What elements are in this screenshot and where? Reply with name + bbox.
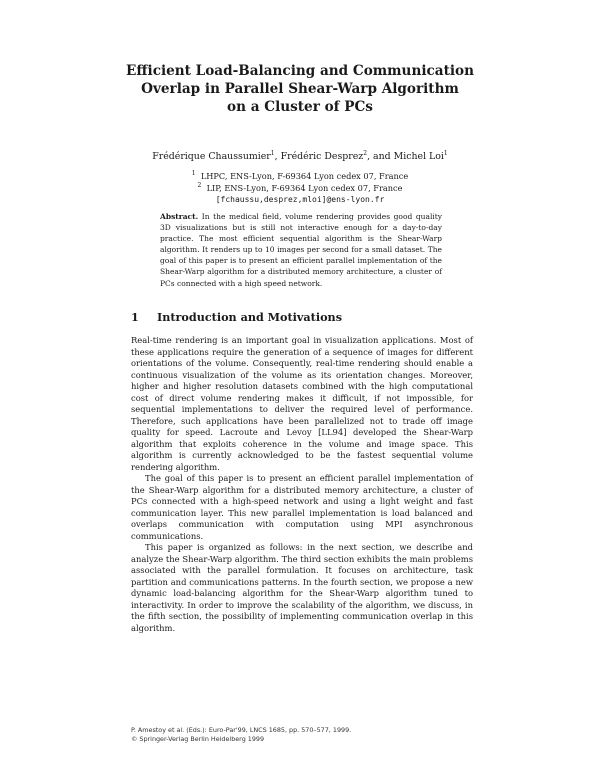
- section-title: Introduction and Motivations: [157, 310, 342, 324]
- affil-mark: 2: [197, 182, 202, 189]
- author-separator: , and: [367, 151, 394, 162]
- title-line: on a Cluster of PCs: [227, 99, 373, 115]
- citation-line: P. Amestoy et al. (Eds.): Euro-Par'99, LNCS 1685, pp. 570–577, 1999.: [131, 726, 352, 734]
- author-affil-mark: 1: [270, 150, 275, 157]
- author-affil-mark: 2: [363, 150, 368, 157]
- paragraph: This paper is organized as follows: in the next section, we describe and analyze the Shear-Warp algorithm. The third section exhibits the main problems associated with the parallel formulation. It focuses on architecture, task partition and communications patterns. In the fourth section, we propose a new dynamic load-balancing algorithm for the Shear-Warp algorithm tuned to interactivity. In order to improve the scalability of the algorithm, we discuss, in the fifth section, the possibility of implementing communication overlap in this algorithm.: [131, 542, 473, 633]
- section-number: 1: [131, 310, 139, 324]
- affiliation-text: LHPC, ENS-Lyon, F-69364 Lyon cedex 07, France: [200, 171, 409, 181]
- title-line: Efficient Load-Balancing and Communication: [126, 63, 474, 79]
- affiliations: [60, 170, 540, 206]
- abstract-label: Abstract.: [160, 212, 199, 221]
- publication-footnote: [131, 726, 351, 743]
- abstract-text: In the medical field, volume rendering provides good quality 3D visualizations but is still not interactive enough for a day-to-day practice. The most efficient sequential algorithm is the Shear-Warp algorithm. It renders up to 10 images per second for a small dataset. The goal of this paper is to present an efficient parallel implementation of the Shear-Warp algorithm for a distributed memory architecture, a cluster of PCs connected with a high speed network.: [160, 212, 442, 288]
- paragraph: Real-time rendering is an important goal in visualization applications. Most of these applications require the generation of a sequence of images for different orientations of the volume. Consequently, real-time rendering should enable a continuous visualization of the volume as its orientation changes. Moreover, higher and higher resolution datasets combined with the high computational cost of direct volume rendering makes it difficult, if not impossible, for sequential implementations to deliver the required level of performance. Therefore, such applications have been parallelized not to trade off image quality for speed. Lacroute and Levoy [LL94] developed the Shear-Warp algorithm that exploits coherence in the volume and image space. This algorithm is currently acknowledged to be the fastest sequential volume rendering algorithm.: [131, 335, 473, 472]
- section-heading: [131, 310, 342, 324]
- affiliation-line: [60, 182, 540, 194]
- paragraph: The goal of this paper is to present an efficient parallel implementation of the Shear-Warp algorithm for a distributed memory architecture, a cluster of PCs connected with a high-speed network and using a light weight and fast communication layer. This new parallel implementation is load balanced and overlaps communication with computation using MPI asynchronous communications.: [131, 473, 473, 541]
- author-separator: ,: [274, 151, 281, 162]
- affiliation-line: [60, 170, 540, 182]
- author-name: Frédérique Chaussumier: [152, 151, 271, 162]
- email-address: [fchaussu,desprez,mloi]@ens-lyon.fr: [215, 195, 385, 204]
- author-list: [60, 151, 540, 162]
- author-name: Michel Loi: [393, 151, 444, 162]
- section-body: [131, 335, 473, 634]
- title-line: Overlap in Parallel Shear-Warp Algorithm: [141, 81, 459, 97]
- author-name: Frédéric Desprez: [280, 151, 364, 162]
- abstract: [160, 211, 442, 289]
- affil-mark: 1: [191, 170, 196, 177]
- author-affil-mark: 1: [443, 150, 448, 157]
- paper-title: [100, 62, 500, 116]
- affiliation-text: LIP, ENS-Lyon, F-69364 Lyon cedex 07, France: [206, 183, 403, 193]
- copyright-line: © Springer-Verlag Berlin Heidelberg 1999: [131, 734, 265, 743]
